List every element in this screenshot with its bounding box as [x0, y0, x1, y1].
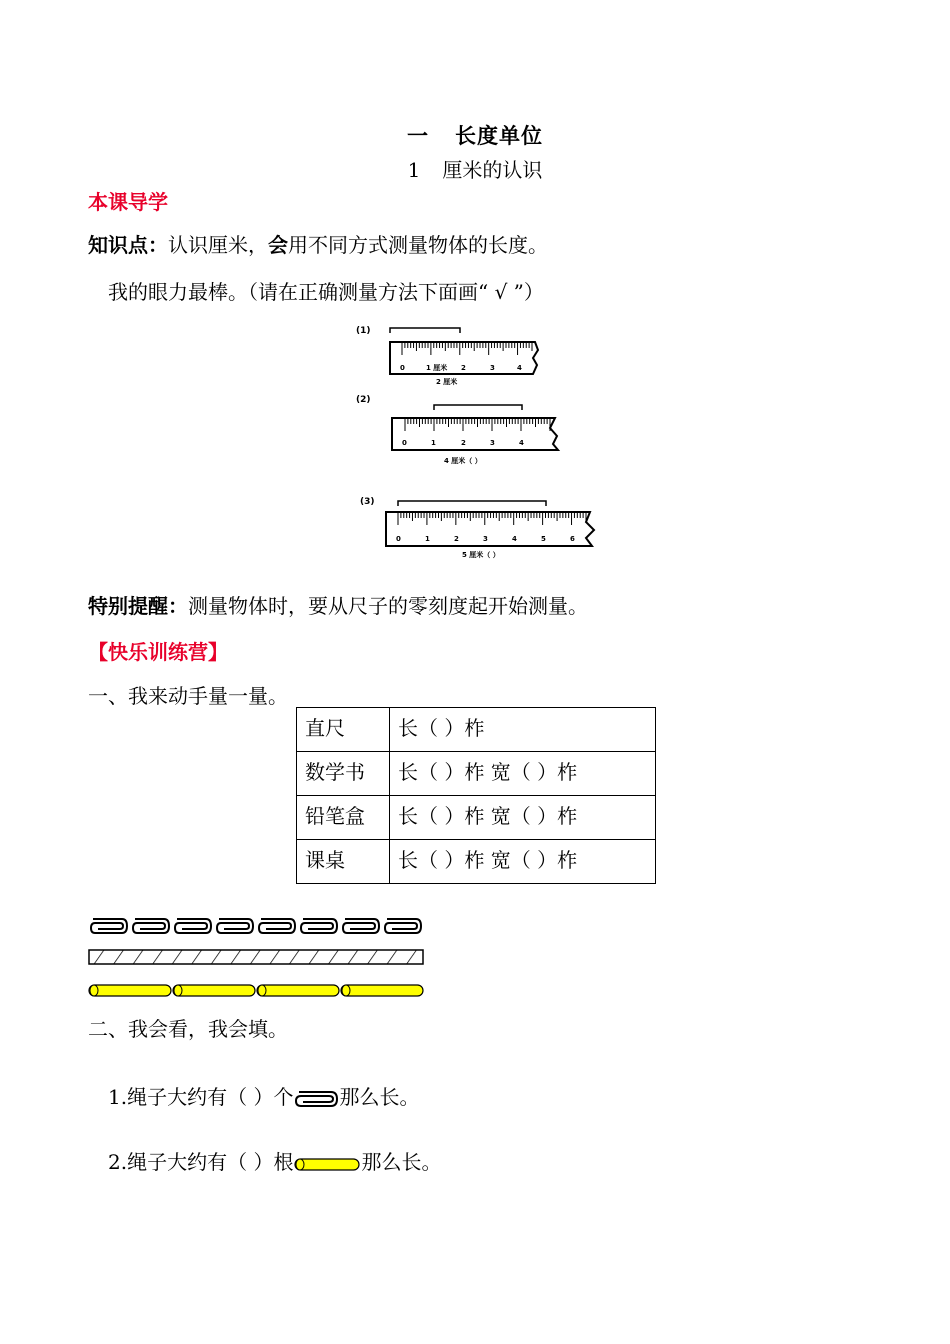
paperclip-icon [343, 919, 379, 933]
ruler-2-tick-2: 2 [461, 439, 466, 447]
question-2 [108, 1146, 441, 1175]
ruler-1-tick-1: 1 厘米 [426, 364, 448, 372]
section1-title: 一、我来动手量一量。 [88, 684, 288, 708]
q1-text-b: 那么长。 [339, 1085, 420, 1109]
paperclip-icon [259, 919, 295, 933]
reminder-label: 特别提醒： [88, 594, 188, 618]
measure-table [296, 707, 656, 884]
ruler-2-caption: 4 厘米（ ） [444, 457, 482, 465]
table-value: 长（ ）柞 宽（ ）柞 [390, 796, 656, 840]
yellow-stick [173, 985, 255, 996]
camp-heading: 【快乐训练营】 [88, 640, 228, 664]
lesson-number: 1 [407, 158, 421, 182]
ruler-1-bracket [390, 328, 460, 333]
ruler-3-caption: 5 厘米（ ） [462, 551, 500, 559]
paperclip-icon [301, 919, 337, 933]
stick-row [86, 980, 428, 1002]
ruler-3-tick-4: 4 [512, 535, 517, 543]
q1-text-a: 1.绳子大约有（ ）个 [108, 1085, 294, 1109]
ruler-3-tick-2: 2 [454, 535, 459, 543]
rope [86, 947, 428, 969]
ruler-3-tick-1: 1 [425, 535, 430, 543]
unit-title [0, 120, 950, 150]
ruler-2-label: (2) [356, 395, 371, 405]
reminder-text: 测量物体时，要从尺子的零刻度起开始测量。 [188, 594, 588, 618]
table-item: 课桌 [297, 840, 390, 884]
table-value: 长（ ）柞 宽（ ）柞 [390, 840, 656, 884]
knowledge-line [88, 229, 548, 258]
table-row [297, 708, 656, 752]
paperclip-icon [91, 919, 127, 933]
unit-title-text: 长度单位 [455, 124, 543, 148]
question-1 [108, 1081, 419, 1110]
ruler-2-tick-0: 0 [402, 439, 407, 447]
eye-instruction: 我的眼力最棒。（请在正确测量方法下面画“ √ ”） [108, 280, 544, 304]
table-item: 直尺 [297, 708, 390, 752]
yellow-stick [341, 985, 423, 996]
table-value: 长（ ）柞 [390, 708, 656, 752]
yellow-stick-end [90, 985, 98, 996]
guide-heading: 本课导学 [88, 190, 168, 214]
yellow-stick-icon [293, 1154, 361, 1174]
paperclip-icon [385, 919, 421, 933]
knowledge-text-b: 用不同方式测量物体的长度。 [288, 233, 548, 257]
rope-bar [89, 950, 423, 964]
yellow-stick [89, 985, 171, 996]
unit-number: 一 [407, 124, 429, 148]
ruler-1-label: (1) [356, 326, 371, 336]
paperclip-icon [293, 1088, 339, 1110]
yellow-stick [257, 985, 339, 996]
ruler-2-tick-4: 4 [519, 439, 524, 447]
paperclip-icon [217, 919, 253, 933]
ruler-2-bracket [434, 405, 522, 410]
yellow-stick-end [258, 985, 266, 996]
paperclip-icon [175, 919, 211, 933]
knowledge-text-bold: 会 [268, 233, 288, 257]
ruler-1-tick-0: 0 [400, 364, 405, 372]
table-row [297, 840, 656, 884]
paperclip-icon [133, 919, 169, 933]
ruler-1-tick-2: 2 [461, 364, 466, 372]
table-item: 铅笔盒 [297, 796, 390, 840]
ruler-3-tick-0: 0 [396, 535, 401, 543]
yellow-stick-end [174, 985, 182, 996]
ruler-1-caption: 2 厘米 [436, 378, 458, 386]
lesson-title-text: 厘米的认识 [442, 158, 543, 182]
ruler-3-tick-5: 5 [541, 535, 546, 543]
table-row [297, 796, 656, 840]
knowledge-label: 知识点： [88, 233, 168, 257]
knowledge-text-a: 认识厘米， [168, 233, 268, 257]
lesson-title [0, 154, 950, 183]
ruler-2-tick-1: 1 [431, 439, 436, 447]
q2-text-a: 2.绳子大约有（ ）根 [108, 1150, 294, 1174]
ruler-3-tick-3: 3 [483, 535, 488, 543]
ruler-2-tick-3: 3 [490, 439, 495, 447]
reminder-line [88, 590, 588, 619]
table-row [297, 752, 656, 796]
ruler-figure [350, 318, 600, 566]
section2-title: 二、我会看，我会填。 [88, 1017, 288, 1041]
table-item: 数学书 [297, 752, 390, 796]
ruler-3-bracket [398, 501, 546, 506]
yellow-stick-end [342, 985, 350, 996]
ruler-1-tick-4: 4 [517, 364, 522, 372]
ruler-3-label: (3) [360, 497, 375, 507]
paperclip-row [86, 914, 428, 940]
ruler-1-tick-3: 3 [490, 364, 495, 372]
ruler-3-tick-6: 6 [570, 535, 575, 543]
q2-text-b: 那么长。 [361, 1150, 442, 1174]
table-value: 长（ ）柞 宽（ ）柞 [390, 752, 656, 796]
